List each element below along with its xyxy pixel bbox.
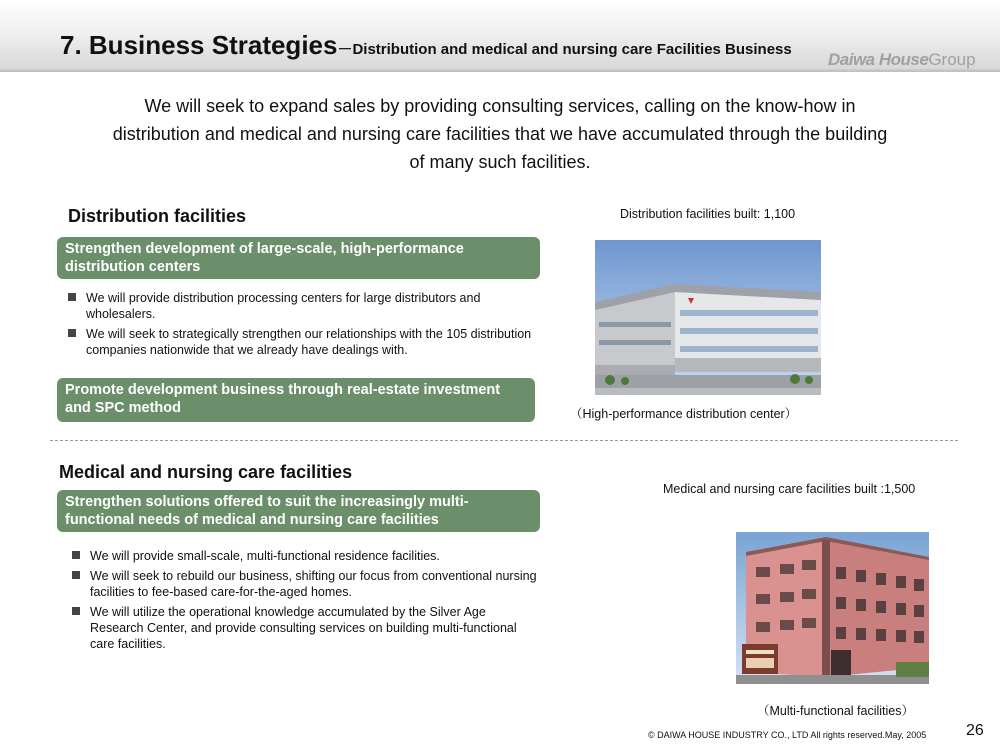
medical-built-caption: Medical and nursing care facilities built :1,500 — [663, 482, 916, 496]
page-title-main: 7. Business Strategies — [60, 30, 338, 60]
list-item: We will provide distribution processing centers for large distributors and wholesalers. — [66, 290, 536, 322]
list-item: We will seek to rebuild our business, shifting our focus from conventional nursing facilities to fee-based care-for-the-aged homes. — [70, 568, 540, 600]
bullet-square-icon — [72, 571, 80, 579]
bullet-square-icon — [72, 607, 80, 615]
distribution-heading: Distribution facilities — [68, 206, 247, 226]
medical-facility-image — [736, 532, 929, 684]
distribution-center-photo — [595, 240, 821, 395]
bullet-square-icon — [72, 551, 80, 559]
medical-bullet-list — [70, 548, 540, 656]
distribution-strategy-box-2: Promote development business through real-estate investment and SPC method — [57, 378, 535, 422]
page-title — [60, 30, 792, 61]
bullet-square-icon — [68, 329, 76, 337]
distribution-center-image — [595, 240, 821, 395]
list-item: We will provide small-scale, multi-functional residence facilities. — [70, 548, 540, 564]
intro-text: We will seek to expand sales by providing consulting services, calling on the know-how in distribution and medical and nursing care facilities that we have accumulated through the building of many such facilities. — [112, 96, 888, 172]
bullet-square-icon — [68, 293, 76, 301]
section-divider — [50, 440, 958, 441]
page-title-sub: －Distribution and medical and nursing care Facilities Business — [337, 41, 792, 58]
medical-strategy-box: Strengthen solutions offered to suit the increasingly multi-functional needs of medical and nursing care facilities — [57, 490, 540, 532]
distribution-photo-caption: （High-performance distribution center） — [570, 407, 798, 421]
list-item: We will utilize the operational knowledge accumulated by the Silver Age Research Center, and provide consulting services on building multi-functional care facilities. — [70, 604, 540, 652]
logo-daiwa-text: Daiwa House — [828, 50, 929, 69]
medical-facility-photo — [736, 532, 929, 684]
distribution-built-caption: Distribution facilities built: 1,100 — [620, 207, 796, 221]
logo-group-text: Group — [928, 50, 976, 69]
distribution-strategy-box-1: Strengthen development of large-scale, high-performance distribution centers — [57, 237, 540, 279]
list-item: We will seek to strategically strengthen our relationships with the 105 distribution companies nationwide that we already have dealings with. — [66, 326, 536, 358]
medical-heading: Medical and nursing care facilities — [59, 462, 353, 482]
page-number: 26 — [966, 722, 984, 739]
distribution-bullet-list — [66, 290, 536, 362]
copyright-footer: © DAIWA HOUSE INDUSTRY CO., LTD All rights reserved.May, 2005 — [648, 730, 927, 740]
company-logo — [828, 50, 976, 70]
medical-photo-caption: （Multi-functional facilities） — [757, 704, 914, 718]
